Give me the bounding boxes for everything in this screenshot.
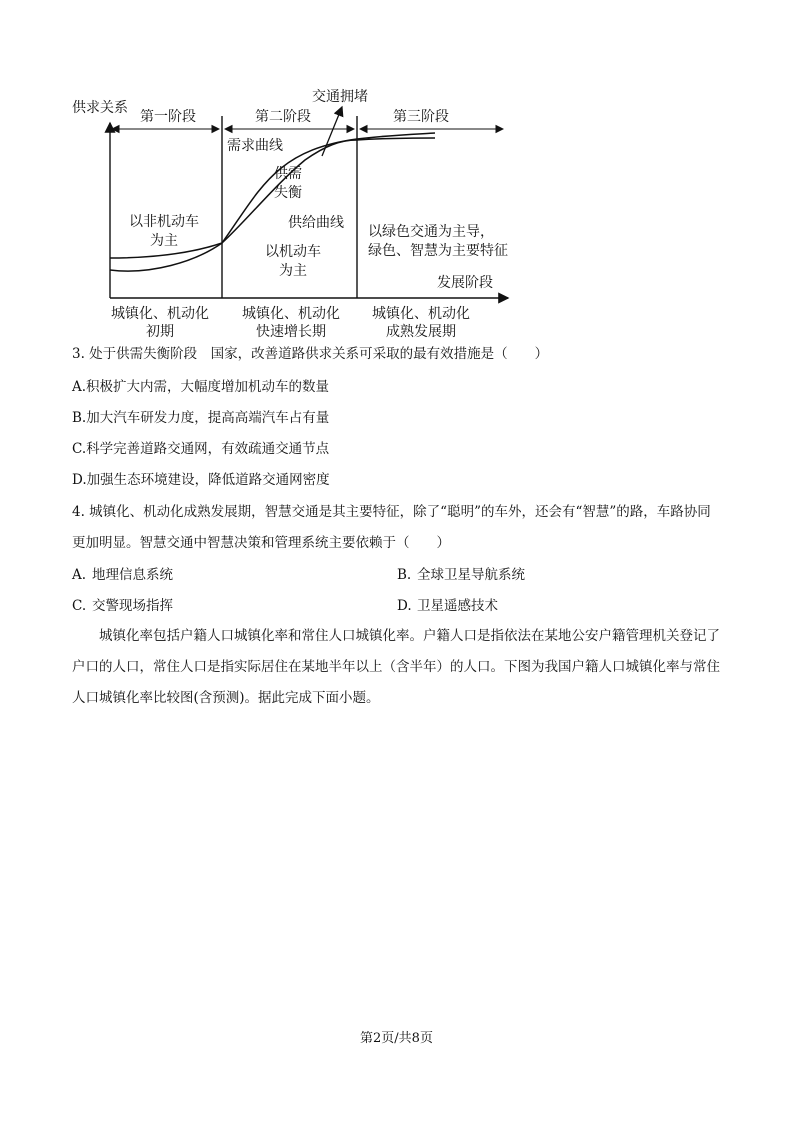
option-key: A.: [72, 567, 87, 583]
option-key: B.: [72, 410, 87, 426]
option-text: 加强生态环境建设，降低道路交通网密度: [86, 472, 330, 488]
question-3-stem: 3. 处于供需失衡阶段 国家，改善道路供求关系可采取的最有效措施是（ ）: [72, 346, 549, 362]
zone-3-text-line-2: 绿色、智慧为主要特征: [368, 243, 508, 259]
question-3-option-b: [72, 409, 329, 427]
option-text: 科学完善道路交通网，有效疏通交通节点: [86, 441, 330, 457]
option-text: 全球卫星导航系统: [417, 567, 525, 583]
option-text: 地理信息系统: [92, 567, 173, 583]
option-key: C.: [72, 441, 87, 457]
phase-1-label-line-1: 城镇化、机动化: [111, 306, 209, 322]
stage-2-label: 第二阶段: [255, 109, 311, 125]
zone-1-text-line-1: 以非机动车: [129, 214, 199, 230]
traffic-jam-label: 交通拥堵: [312, 89, 368, 105]
option-key: B.: [397, 567, 412, 583]
urbanization-intro-paragraph: 城镇化率包括户籍人口城镇化率和常住人口城镇化率。户籍人口是指依法在某地公安户籍管理机关登记了户口的人口，常住人口是指实际居住在某地半年以上（含半年）的人口。下图为我国户籍人口城镇化率与常住人口城镇化率比较图(含预测)。据此完成下面小题。: [72, 628, 720, 706]
zone-1-text-line-2: 为主: [150, 233, 178, 249]
phase-3-label-line-2: 成熟发展期: [386, 324, 456, 340]
stage-1-label: 第一阶段: [140, 109, 196, 125]
question-4-option-d: [397, 597, 498, 615]
question-3-option-c: [72, 440, 329, 458]
phase-1-label-line-2: 初期: [146, 324, 174, 340]
option-key: C.: [72, 598, 87, 614]
stage-3-label: 第三阶段: [393, 109, 449, 125]
zone-3-text-line-1: 以绿色交通为主导，: [368, 224, 494, 240]
option-text: 加大汽车研发力度，提高高端汽车占有量: [86, 410, 330, 426]
question-4-option-b: [397, 566, 525, 584]
question-3-option-d: [72, 471, 330, 489]
y-axis-label: 供求关系: [72, 100, 128, 116]
page-number-footer: 第2页/共8页: [360, 1031, 433, 1046]
imbalance-label-line-1: 供需: [274, 166, 302, 182]
supply-curve-label: 供给曲线: [288, 215, 344, 231]
traffic-jam-arrow: [322, 107, 342, 156]
question-4-option-c: [72, 597, 173, 615]
option-text: 交警现场指挥: [92, 598, 173, 614]
option-text: 卫星遥感技术: [417, 598, 498, 614]
zone-2-text-line-2: 为主: [279, 263, 307, 279]
demand-curve-label: 需求曲线: [227, 138, 283, 154]
option-text: 积极扩大内需，大幅度增加机动车的数量: [86, 379, 330, 395]
option-key: D.: [397, 598, 412, 614]
phase-2-label-line-1: 城镇化、机动化: [242, 306, 340, 322]
x-axis-label: 发展阶段: [437, 275, 493, 291]
transport-supply-demand-diagram: [0, 0, 793, 345]
zone-2-text-line-1: 以机动车: [265, 244, 321, 260]
phase-3-label-line-1: 城镇化、机动化: [372, 306, 470, 322]
question-4-option-a: [72, 566, 173, 584]
option-key: D.: [72, 472, 87, 488]
question-4-stem: 4. 城镇化、机动化成熟发展期，智慧交通是其主要特征，除了“聪明”的车外，还会有“智慧”的路，车路协同更加明显。智慧交通中智慧决策和管理系统主要依赖于（ ）: [72, 504, 711, 551]
phase-2-label-line-2: 快速增长期: [256, 324, 326, 340]
imbalance-label-line-2: 失衡: [274, 185, 302, 201]
option-key: A.: [72, 379, 87, 395]
question-3-option-a: [72, 378, 329, 396]
